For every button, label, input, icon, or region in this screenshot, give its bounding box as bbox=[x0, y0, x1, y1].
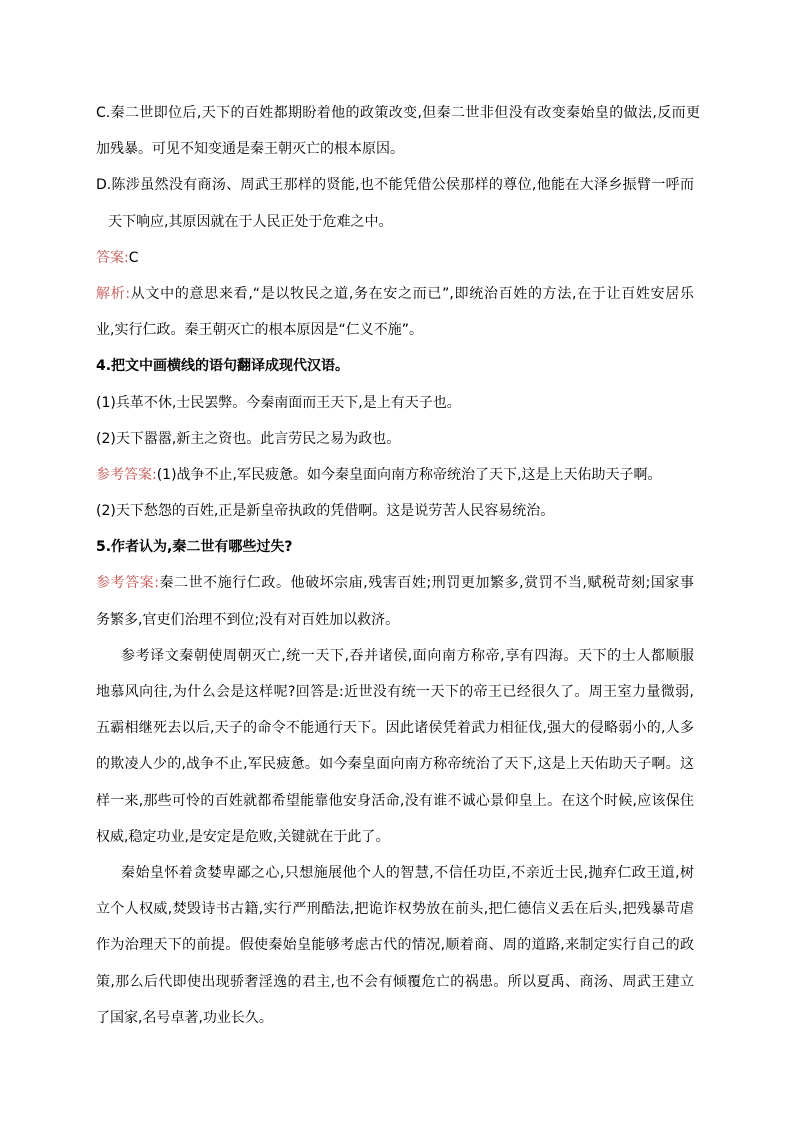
translation-p1-line-2: 地慕风向往,为什么会是这样呢?回答是:近世没有统一天下的帝王已经很久了。周王室力量微弱, bbox=[96, 684, 694, 700]
analysis-label: 解析: bbox=[96, 285, 131, 302]
option-d-line-1: D.陈涉虽然没有商汤、周武王那样的贤能,也不能凭借公侯那样的尊位,他能在大泽乡振臂一呼而 bbox=[96, 177, 694, 194]
translation-p2-line-2: 立个人权威,焚毁诗书古籍,实行严刑酷法,把诡诈权势放在前头,把仁德信义丢在后头,把残暴苛虐 bbox=[96, 901, 694, 918]
translation-p2-line-3: 作为治理天下的前提。假使秦始皇能够考虑古代的情况,顺着商、周的道路,来制定实行自己的政 bbox=[96, 937, 694, 954]
translation-p1-line-6: 权威,稳定功业,是安定是危败,关键就在于此了。 bbox=[96, 828, 390, 845]
option-c-line-1: C.秦二世即位后,天下的百姓都期盼着他的政策改变,但秦二世非但没有改变秦始皇的做法,反而更 bbox=[96, 105, 700, 121]
answer-line bbox=[96, 240, 694, 276]
answer-5-label: 参考答案: bbox=[96, 575, 159, 592]
answer-label: 答案: bbox=[96, 249, 129, 266]
translation-p1-line-3: 五霸相继死去以后,天子的命令不能通行天下。因此诸侯凭着武力相征伐,强大的侵略弱小的,人多 bbox=[96, 720, 694, 737]
translation-p1-line-5: 样一来,那些可怜的百姓就都希望能靠他安身活命,没有谁不诚心景仰皇上。在这个时候,应该保住 bbox=[96, 792, 694, 809]
analysis-text-1: 从文中的意思来看,“是以牧民之道,务在安之而已”,即统治百姓的方法,在于让百姓安居乐 bbox=[130, 285, 695, 302]
question-4-title: 4.把文中画横线的语句翻译成现代汉语。 bbox=[96, 358, 350, 375]
answer-4-line-1 bbox=[96, 457, 694, 493]
answer-4-label: 参考答案: bbox=[96, 466, 157, 483]
answer-5-text-1: 秦二世不施行仁政。他破坏宗庙,残害百姓;刑罚更加繁多,赏罚不当,赋税苛刻;国家事 bbox=[158, 575, 694, 592]
analysis-line-2: 业,实行仁政。秦王朝灭亡的根本原因是“仁义不施”。 bbox=[96, 322, 423, 339]
translation-p2-line-1: 秦始皇怀着贪婪卑鄙之心,只想施展他个人的智慧,不信任功臣,不亲近士民,抛弃仁政王道,树 bbox=[121, 864, 694, 881]
question-4-item-2: (2)天下嚣嚣,新主之资也。此言劳民之易为政也。 bbox=[96, 430, 401, 447]
analysis-line-1 bbox=[96, 276, 694, 312]
option-d-line-2: 天下响应,其原因就在于人民正处于危难之中。 bbox=[108, 213, 393, 230]
answer-value: C bbox=[128, 249, 139, 266]
question-4-item-1: (1)兵革不休,士民罢弊。今秦南面而王天下,是上有天子也。 bbox=[96, 394, 461, 411]
answer-4-text-1: (1)战争不止,军民疲惫。如今秦皇面向南方称帝统治了天下,这是上天佑助天子啊。 bbox=[156, 466, 662, 483]
option-c-line-2: 加残暴。可见不知变通是秦王朝灭亡的根本原因。 bbox=[96, 141, 404, 158]
translation-p1-line-1: 参考译文秦朝使周朝灭亡,统一天下,吞并诸侯,面向南方称帝,享有四海。天下的士人都顺服 bbox=[121, 647, 694, 664]
translation-p2-line-5: 了国家,名号卓著,功业长久。 bbox=[96, 1009, 273, 1026]
translation-p1-line-4: 的欺凌人少的,战争不止,军民疲惫。如今秦皇面向南方称帝统治了天下,这是上天佑助天子啊。这 bbox=[96, 756, 694, 773]
document-body bbox=[96, 95, 700, 1036]
translation-p2-line-4: 策,那么后代即使出现骄奢淫逸的君主,也不会有倾覆危亡的祸患。所以夏禹、商汤、周武王建立 bbox=[96, 973, 694, 990]
answer-5-line-1 bbox=[96, 565, 694, 601]
answer-4-line-2: (2)天下愁怨的百姓,正是新皇帝执政的凭借啊。这是说劳苦人民容易统治。 bbox=[96, 503, 555, 520]
answer-5-line-2: 务繁多,官吏们治理不到位;没有对百姓加以救济。 bbox=[96, 611, 400, 628]
question-5-title: 5.作者认为,秦二世有哪些过失? bbox=[96, 539, 293, 556]
